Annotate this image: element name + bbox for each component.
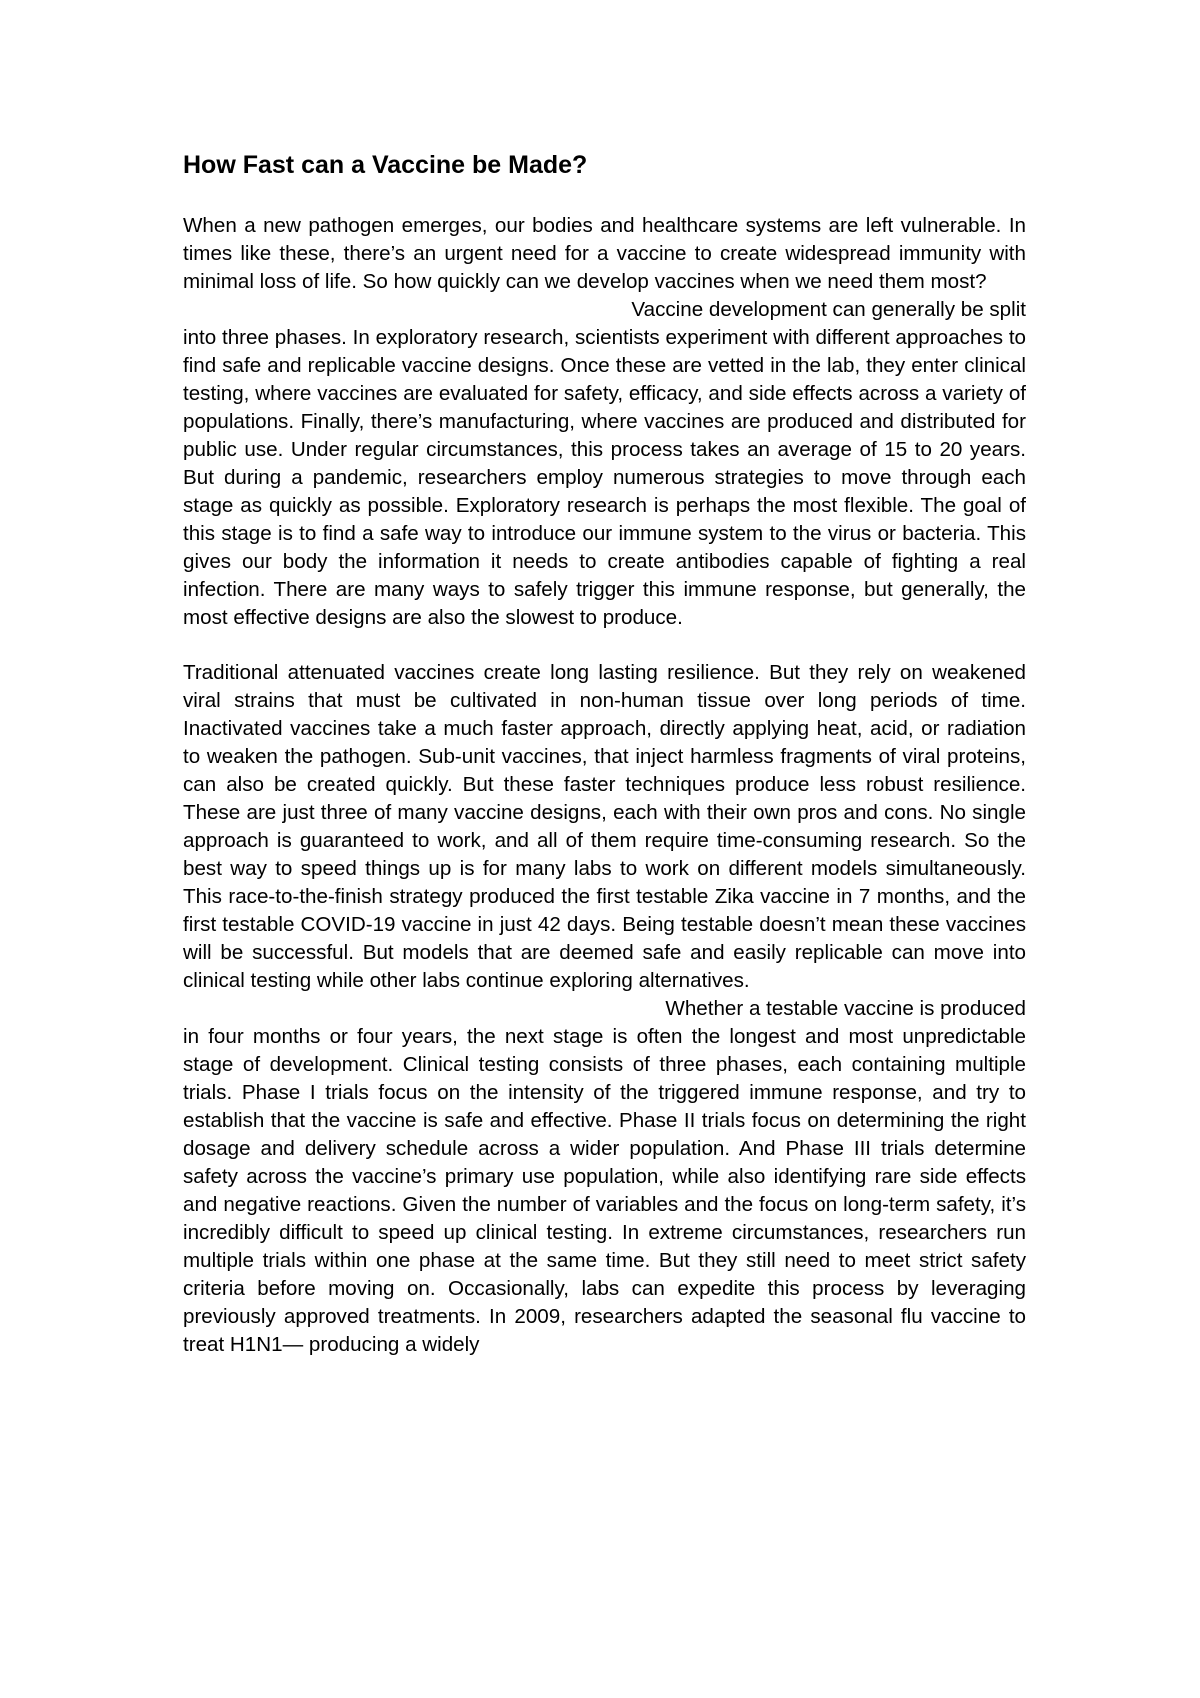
paragraph-phases: into three phases. In exploratory research, scientists experiment with different approaches to find safe and replicable vaccine designs. Once these are vetted in the lab, they enter clinical testing, where vaccines are evaluated for safety, efficacy, and side effects across a variety of populations. Finally, there’s manufacturing, where vaccines are produced and distributed for public use. Under regular circumstances, this process takes an average of 15 to 20 years. But during a pandemic, researchers employ numerous strategies to move through each stage as quickly as possible. Exploratory research is perhaps the most flexible. The goal of this stage is to find a safe way to introduce our immune system to the virus or bacteria. This gives our body the information it needs to create antibodies capable of fighting a real infection. There are many ways to safely trigger this immune response, but generally, the most effective designs are also the slowest to produce. xyxy=(183,326,1026,629)
paragraph-clinical-lead: Whether a testable vaccine is produced xyxy=(665,997,1026,1020)
paragraph-clinical-testing: in four months or four years, the next stage is often the longest and most unpredictable stage of development. Clinical testing consists of three phases, each containing multiple trials. Phase I trials focus on the intensity of the triggered immune response, and try to establish that the vaccine is safe and effective. Phase II trials focus on determining the right dosage and delivery schedule across a wider population. And Phase III trials determine safety across the vaccine’s primary use population, while also identifying rare side effects and negative reactions. Given the number of variables and the focus on long-term safety, it’s incredibly difficult to speed up clinical testing. In extreme circumstances, researchers run multiple trials within one phase at the same time. But they still need to meet strict safety criteria before moving on. Occasionally, labs can expedite this process by leveraging previously approved treatments. In 2009, researchers adapted the seasonal flu vaccine to treat H1N1— producing a widely xyxy=(183,1025,1026,1356)
document-body xyxy=(183,212,1026,1359)
paragraph-phases-lead: Vaccine development can generally be split xyxy=(631,298,1026,321)
document-title: How Fast can a Vaccine be Made? xyxy=(183,151,588,179)
paragraph-vaccine-types: Traditional attenuated vaccines create long lasting resilience. But they rely on weakened viral strains that must be cultivated in non-human tissue over long periods of time. Inactivated vaccines take a much faster approach, directly applying heat, acid, or radiation to weaken the pathogen. Sub-unit vaccines, that inject harmless fragments of viral proteins, can also be created quickly. But these faster techniques produce less robust resilience. These are just three of many vaccine designs, each with their own pros and cons. No single approach is guaranteed to work, and all of them require time-consuming research. So the best way to speed things up is for many labs to work on different models simultaneously. This race-to-the-finish strategy produced the first testable Zika vaccine in 7 months, and the first testable COVID-19 vaccine in just 42 days. Being testable doesn’t mean these vaccines will be successful. But models that are deemed safe and easily replicable can move into clinical testing while other labs continue exploring alternatives. xyxy=(183,661,1026,992)
paragraph-intro: When a new pathogen emerges, our bodies and healthcare systems are left vulnerable. In times like these, there’s an urgent need for a vaccine to create widespread immunity with minimal loss of life. So how quickly can we develop vaccines when we need them most? xyxy=(183,214,1026,293)
